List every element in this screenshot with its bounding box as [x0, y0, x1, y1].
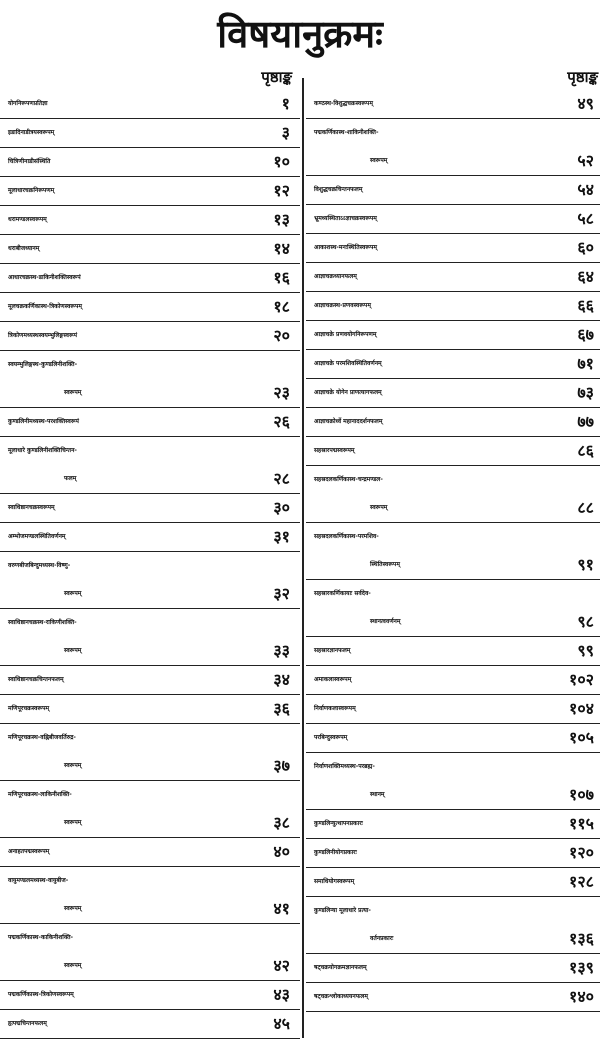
entry-title: कुण्डलिनीयोगप्रकारः [314, 849, 357, 856]
entry-title: आज्ञाचक्रस्थ-प्रणवस्वरूपम् [314, 302, 371, 309]
contents-entry [306, 379, 600, 408]
entry-title: स्वरूपम् [370, 157, 388, 164]
contents-entry [0, 177, 300, 206]
entry-page-number: ११५ [569, 814, 594, 833]
entry-page-number: ४९ [577, 94, 594, 113]
entry-page-number: ८८ [577, 498, 594, 517]
contents-entry [306, 119, 600, 176]
contents-column-left [0, 64, 300, 1039]
contents-entry [0, 1010, 300, 1039]
entry-title: आज्ञाचक्रे प्रणवयोगनिरूपणम् [314, 331, 377, 338]
entry-title: सहस्रदलकर्णिकास्थ-परमशिव- [314, 533, 379, 540]
entry-title: स्वरूपम् [64, 389, 82, 396]
contents-entry [306, 263, 600, 292]
entry-title: स्वरूपम् [64, 590, 82, 597]
contents-entry [306, 580, 600, 637]
entry-title: भ्रूमध्यस्थिताऽऽज्ञाचक्रस्वरूपम् [314, 215, 377, 222]
entry-title: विशुद्धचक्रचिन्तनफलम् [314, 186, 363, 193]
entry-page-number: ६७ [577, 325, 594, 344]
contents-entry [0, 838, 300, 867]
entry-title: सहस्रारपद्मस्वरूपम् [314, 447, 355, 454]
entry-title: सहस्रारज्ञानफलम् [314, 647, 351, 654]
entry-page-number: ५८ [577, 209, 594, 228]
entry-page-number: १२८ [569, 872, 594, 891]
contents-entry [306, 466, 600, 523]
entry-page-number: १२० [569, 843, 594, 862]
entry-page-number: १०४ [569, 699, 594, 718]
contents-entry [306, 753, 600, 810]
contents-entry [306, 695, 600, 724]
contents-entry [0, 666, 300, 695]
column-divider [302, 78, 304, 1038]
contents-column-right [306, 64, 600, 1012]
entry-page-number: ४५ [273, 1014, 290, 1033]
entry-title: स्वाधिष्ठानचक्रस्थ-राकिणीशक्ति- [8, 619, 77, 626]
entry-title: स्वरूपम् [64, 647, 82, 654]
entry-page-number: १०७ [569, 785, 594, 804]
entry-title: हृत्पद्मचिन्तनफलम् [8, 1020, 47, 1027]
entry-title: अनाहतपद्मस्वरूपम् [8, 848, 50, 855]
entry-title: आज्ञाचक्रे योगेन प्राणत्यागफलम् [314, 389, 382, 396]
entry-title: स्वरूपम् [64, 905, 82, 912]
entry-title: इडादिनाडीत्रयस्वरूपम् [8, 129, 55, 136]
contents-entry [306, 810, 600, 839]
contents-entry [306, 724, 600, 753]
entry-title: मणिपूरचक्रस्थ-लाकिनीशक्ति- [8, 791, 72, 798]
entry-page-number: ७३ [577, 383, 594, 402]
contents-entry [0, 293, 300, 322]
entry-title: मूलचक्रकर्णिकास्थ-त्रिकोणस्वरूपम् [8, 303, 82, 310]
entry-page-number: ५२ [577, 151, 594, 170]
contents-entry [306, 176, 600, 205]
entry-page-number: ३२ [273, 584, 290, 603]
entry-page-number: १ [281, 94, 290, 113]
entry-page-number: १४० [569, 987, 594, 1006]
entry-title: स्वरूपम् [64, 762, 82, 769]
contents-entry [306, 321, 600, 350]
contents-entry [0, 437, 300, 494]
entry-page-number: ६६ [577, 296, 594, 315]
contents-entry [306, 637, 600, 666]
entry-title: स्वयम्भुलिङ्गस्थ-कुण्डलिनीशक्ति- [8, 361, 78, 368]
entry-page-number: २३ [273, 383, 290, 402]
contents-entry [0, 148, 300, 177]
contents-entry [0, 924, 300, 981]
contents-entry [0, 552, 300, 609]
contents-entry [306, 90, 600, 119]
entry-title: आज्ञाचक्रोर्ध्वे महानाददर्शनफलम् [314, 418, 383, 425]
contents-entry [0, 206, 300, 235]
entry-page-number: ९१ [577, 555, 594, 574]
contents-entry [0, 90, 300, 119]
entry-title: सहस्रदलकर्णिकास्थ-चन्द्रमण्डल- [314, 476, 383, 483]
contents-entry [0, 609, 300, 666]
entry-page-number: १३ [273, 210, 290, 229]
entry-title: स्वरूपम् [64, 819, 82, 826]
entry-title: पद्मकर्णिकास्थ-शाकिनीशक्ति- [314, 129, 379, 136]
contents-entry [0, 981, 300, 1010]
entry-title: स्थानत्ववर्णनम् [370, 618, 401, 625]
contents-entry [0, 494, 300, 523]
contents-entry [0, 867, 300, 924]
page-number-header: पृष्ठाङ्क [261, 68, 292, 86]
entry-title: कुण्डलिनीमध्यस्थ-परशक्तिस्वरूपं [8, 418, 79, 425]
entry-title: आकाशस्थ-मनःस्थितिस्वरूपम् [314, 244, 377, 251]
entry-title: निर्वाणकलास्वरूपम् [314, 705, 356, 712]
entry-title: कण्ठस्थ-विशुद्धचक्रस्वरूपम् [314, 100, 373, 107]
entry-title: वरुणबीजबिन्दुमध्यस्थ-विष्णु- [8, 562, 71, 569]
entry-title: पद्मकर्णिकास्थ-त्रिकोणस्वरूपम् [8, 991, 74, 998]
entry-page-number: १०५ [569, 728, 594, 747]
contents-entry [0, 119, 300, 148]
entry-title: परबिन्दुस्वरूपम् [314, 734, 348, 741]
entry-page-number: ४१ [273, 899, 290, 918]
entry-page-number: २० [273, 326, 290, 345]
entry-page-number: १६ [273, 268, 290, 287]
contents-entry [0, 322, 300, 351]
entry-title: कुण्डलिन्युत्थापनप्रकारः [314, 820, 363, 827]
entry-page-number: १३६ [569, 929, 594, 948]
entry-page-number: ४२ [273, 956, 290, 975]
entry-page-number: २६ [273, 412, 290, 431]
entry-page-number: ३७ [273, 756, 290, 775]
entry-title: अम्भोजमण्डलस्थितिवर्णनम् [8, 533, 66, 540]
entry-page-number: ३ [281, 123, 290, 142]
entry-page-number: ९९ [577, 641, 594, 660]
entry-title: षट्चक्रश्लोकाध्ययनफलम् [314, 993, 368, 1000]
contents-entry [306, 868, 600, 897]
contents-entry [0, 724, 300, 781]
contents-entry [0, 781, 300, 838]
entry-page-number: १२ [273, 181, 290, 200]
entry-page-number: ३० [273, 498, 290, 517]
contents-entry [0, 351, 300, 408]
entry-title: मूलाधारे कुण्डलिनीशक्तिचिन्तन- [8, 447, 77, 454]
entry-page-number: ३४ [273, 670, 290, 689]
entry-page-number: १०२ [569, 670, 594, 689]
contents-entry [0, 523, 300, 552]
entry-title: धराबीजध्यानम् [8, 245, 40, 252]
contents-entry [306, 350, 600, 379]
contents-entry [0, 408, 300, 437]
entry-title: स्वरूपम् [370, 504, 388, 511]
contents-list-right [306, 90, 600, 1012]
contents-entry [306, 437, 600, 466]
entry-title: समाधियोगस्वरूपम् [314, 878, 355, 885]
entry-page-number: ५४ [577, 180, 594, 199]
entry-title: अमाकलास्वरूपम् [314, 676, 352, 683]
entry-title: स्वरूपम् [64, 962, 82, 969]
contents-entry [0, 695, 300, 724]
entry-page-number: ३१ [273, 527, 290, 546]
entry-page-number: ९८ [577, 612, 594, 631]
contents-entry [306, 523, 600, 580]
contents-entry [306, 983, 600, 1012]
entry-title: मूलाधारचक्रनिरूपणम् [8, 187, 55, 194]
entry-title: कुण्डलिन्या मूलाधारे प्रत्या- [314, 907, 371, 914]
page-number-header: पृष्ठाङ्क [567, 68, 598, 86]
entry-page-number: ३६ [273, 699, 290, 718]
entry-title: वर्तनप्रकारः [370, 935, 394, 942]
contents-entry [306, 897, 600, 954]
entry-page-number: १० [273, 152, 290, 171]
entry-title: मणिपूरचक्रस्वरूपम् [8, 705, 50, 712]
entry-title: स्थानम् [370, 791, 385, 798]
entry-title: षट्चक्रयोगक्रमज्ञानफलम् [314, 964, 367, 971]
entry-page-number: १४ [273, 239, 290, 258]
entry-page-number: ४० [273, 842, 290, 861]
entry-page-number: ३३ [273, 641, 290, 660]
contents-entry [306, 954, 600, 983]
entry-title: स्वाधिष्ठानचक्रचिन्तनफलम् [8, 676, 64, 683]
contents-entry [0, 264, 300, 293]
entry-title: आधारचक्रस्थ-डाकिनीशक्तिस्वरूपं [8, 274, 81, 281]
entry-title: आज्ञाचक्रध्यानफलम् [314, 273, 357, 280]
entry-page-number: ६४ [577, 267, 594, 286]
entry-page-number: ८६ [577, 441, 594, 460]
entry-title: त्रिकोणमध्यस्थस्वयम्भुलिङ्गस्वरूपं [8, 332, 78, 339]
entry-page-number: १८ [273, 297, 290, 316]
contents-entry [306, 839, 600, 868]
entry-page-number: ६० [577, 238, 594, 257]
entry-title: सहस्रारकर्णिकायाः सर्वदेव- [314, 590, 371, 597]
contents-entry [306, 666, 600, 695]
entry-title: वायुमण्डलमध्यस्थ-वायुबीज- [8, 877, 69, 884]
entry-page-number: ७१ [577, 354, 594, 373]
contents-entry [306, 408, 600, 437]
entry-title: पद्मकर्णिकास्थ-काकिनीशक्ति- [8, 934, 73, 941]
contents-entry [306, 292, 600, 321]
entry-title: स्वाधिष्ठानचक्रस्वरूपम् [8, 504, 55, 511]
entry-page-number: १३९ [569, 958, 594, 977]
entry-title: स्थितिस्वरूपम् [370, 561, 400, 568]
entry-title: योगनिरूपणप्रतिज्ञा [8, 100, 48, 107]
entry-page-number: ४३ [273, 985, 290, 1004]
page-title: विषयानुक्रमः [217, 12, 383, 56]
entry-title: धरामण्डलस्वरूपम् [8, 216, 47, 223]
entry-title: मणिपूरचक्रस्थ-वह्निबीजवर्तिरुद्र- [8, 734, 76, 741]
entry-page-number: ७७ [577, 412, 594, 431]
contents-list-left [0, 90, 300, 1039]
entry-page-number: २८ [273, 469, 290, 488]
entry-page-number: ३८ [273, 813, 290, 832]
contents-entry [306, 205, 600, 234]
entry-title: आज्ञाचक्रे परमशिवस्थितिवर्णनम् [314, 360, 382, 367]
entry-title: फलम् [64, 475, 77, 482]
contents-entry [306, 234, 600, 263]
contents-entry [0, 235, 300, 264]
entry-title: निर्वाणशक्तिमध्यस्थ-परब्रह्म- [314, 763, 375, 770]
entry-title: चित्रिणीनाडीसंस्थिति [8, 158, 51, 165]
